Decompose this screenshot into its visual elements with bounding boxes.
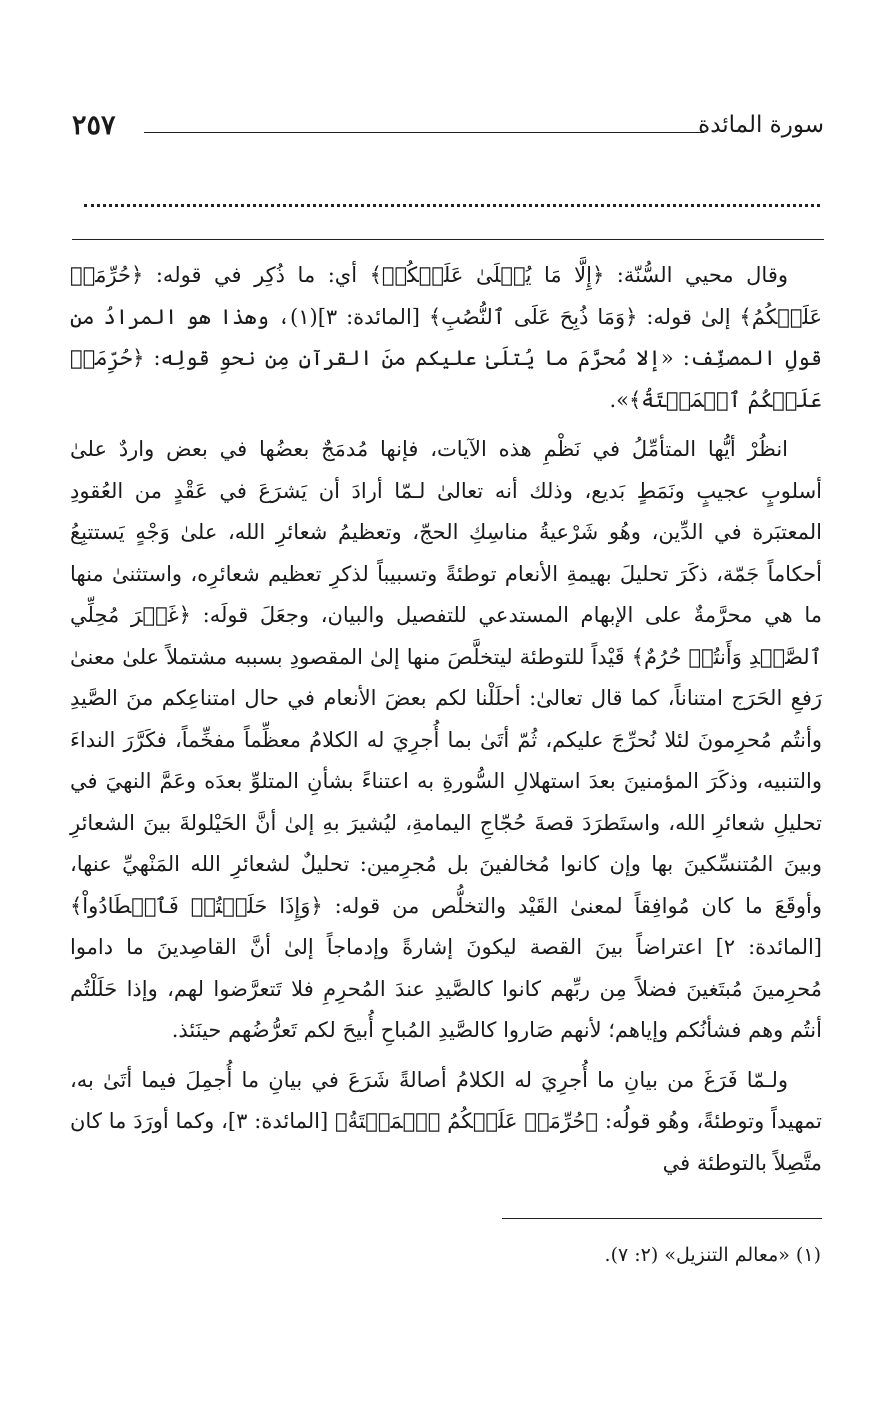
page-number: ٢٥٧: [72, 110, 116, 141]
paragraph: ولـمّا فَرَغَ من بيانِ ما أُجرِيَ له الكلامُ أصالةً شَرَعَ في بيانِ ما أُجمِلَ فيما أتَىٰ به، تمهيداً وتوطئةً، وهُو قولُه: ﴿حُرِّمَتۡ عَلَيۡكُمُ ٱلۡمَيۡتَةُ﴾ [المائدة: ٣]، وكما أورَدَ ما كان متَّصِلاً بالتوطئة في: [70, 1067, 822, 1175]
running-header: [72, 108, 824, 154]
paragraph: وقال محيي السُّنّة: ﴿إِلَّا مَا يُتۡلَىٰ عَلَيۡكُمۡ﴾ أي: ما ذُكِر في قوله: ﴿حُرِّمَتۡ عَلَيۡكُمُ﴾ إلىٰ قوله: ﴿وَمَا ذُبِحَ عَلَى ٱلنُّصُبِ﴾ [المائدة: ٣](١)، وهذا هو المرادُ من قولِ المصنِّف: «إلا مُحرَّمَ ما يُتلَىٰ عليكم منَ القرآنِ مِن نحوِ قولِه: ﴿حُرِّمَتۡ عَلَيۡكُمُ ٱلۡمَيۡتَةُ﴾».: [70, 263, 822, 412]
header-rule: [144, 132, 704, 133]
solid-divider: [72, 239, 824, 240]
footnote-rule: [502, 1218, 822, 1219]
footnote: (١) «معالم التنزيل» (٢: ٧).: [604, 1244, 821, 1266]
dotted-divider: [84, 204, 820, 207]
surah-title: سورة المائدة: [698, 112, 824, 138]
main-text: [70, 255, 822, 1192]
paragraph: انظُرْ أيُّها المتأمِّلُ في نَظْمِ هذه الآيات، فإنها مُدمَجٌ بعضُها في بعض واردٌ علىٰ أسلوبٍ عجيبٍ ونَمَطٍ بَديع، وذلك أنه تعالىٰ لـمّا أرادَ أن يَشرَعَ في عَقْدٍ من العُقودِ المعتبَرة في الدِّين، وهُو شَرْعيةُ مناسِكِ الحجّ، وتعظيمُ شعائرِ الله، علىٰ وَجْهٍ يَستتبِعُ أحكاماً جَمّة، ذكَرَ تحليلَ بهيمةِ الأنعام توطئةً وتسبيباً لذكرِ تعظيم شعائرِه، واستثنىٰ منها ما هي محرَّمةٌ على الإبهام المستدعي للتفصيل والبيان، وجعَلَ قولَه: ﴿غَيۡرَ مُحِلِّي ٱلصَّيۡدِ وَأَنتُمۡ حُرُمٌ﴾ قَيْداً للتوطئة ليتخلَّصَ منها إلىٰ المقصودِ بسببه مشتملاً علىٰ معنىٰ رَفعِ الحَرَج امتناناً، كما قال تعالىٰ: أحلَلْنا لكم بعضَ الأنعام في حال امتناعِكم منَ الصَّيدِ وأنتُم مُحرِمونَ لئلا نُحرِّجَ عليكم، ثُمّ أتَىٰ بما أُجرِيَ له الكلامُ معظِّماً مفخِّماً، فكَرَّرَ النداءَ والتنبيه، وذكَرَ المؤمنينَ بعدَ استهلالِ السُّورةِ به اعتناءً بشأنِ المتلوِّ بعدَه وعَمَّ النهيَ في تحليلِ شعائرِ الله، واستَطرَدَ قصةَ حُجّاجِ اليمامةِ، ليُشيرَ بهِ إلىٰ أنَّ الحَيْلولةَ بينَ الشعائرِ وبينَ المُتنسِّكينَ بها وإن كانوا مُخالفينَ بل مُجرِمين: تحليلٌ لشعائرِ الله المَنْهيِّ عنها، وأوقَعَ ما كان مُوافِقاً لمعنىٰ القَيْد والتخلُّص من قوله: ﴿وَإِذَا حَلَلۡتُمۡ فَٱصۡطَادُواْ﴾ [المائدة: ٢] اعتراضاً بينَ القصة ليكونَ إشارةً وإدماجاً إلىٰ أنَّ القاصِدينَ ما داموا مُحرِمينَ مُبتَغينَ فضلاً مِن ربِّهم كانوا كالصَّيدِ عندَ المُحرِمِ فلا تَتعرَّضوا لهم، وإذا حَلَلْتُم أنتُم وهم فشأنُكم وإياهم؛ لأنهم صَاروا كالصَّيدِ المُباحِ أُبيحَ لكم تَعرُّضُهم حينَئذ.: [70, 437, 822, 1042]
